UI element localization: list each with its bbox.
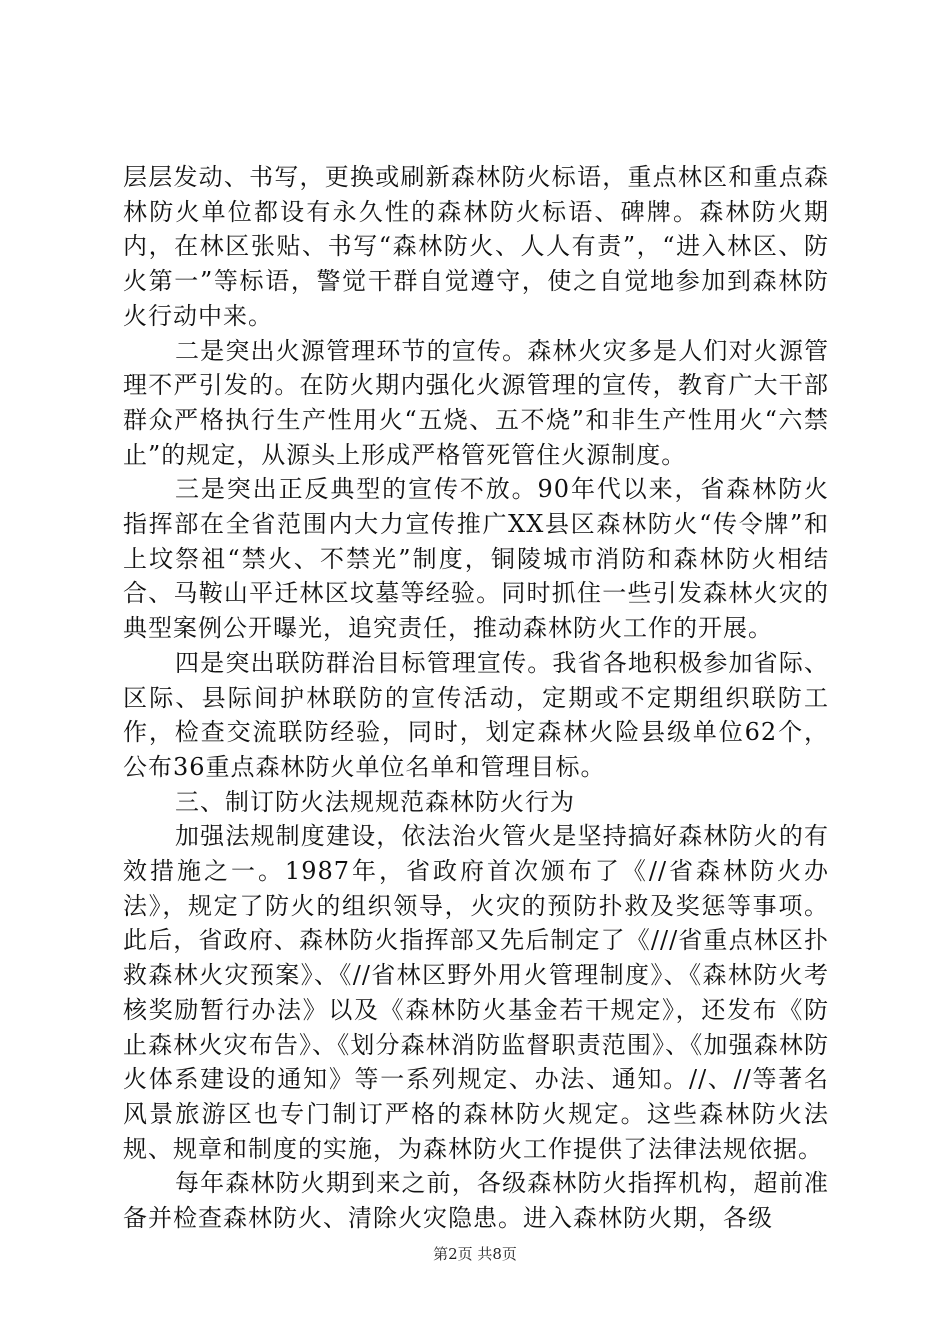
paragraph-3: 三是突出正反典型的宣传不放。90年代以来，省森林防火指挥部在全省范围内大力宣传推广XX县区森林防火“传令牌”和上坟祭祖“禁火、不禁光”制度，铜陵城市消防和森林防火相结合、马鞍山平迁林区坟墓等经验。同时抓住一些引发森林火灾的典型案例公开曝光，追究责任，推动森林防火工作的开展。 [123, 475, 829, 643]
paragraph-4: 四是突出联防群治目标管理宣传。我省各地积极参加省际、区际、县际间护林联防的宣传活动，定期或不定期组织联防工作，检查交流联防经验，同时，划定森林火险县级单位62个，公布36重点森林防火单位名单和管理目标。 [123, 648, 829, 781]
paragraph-2: 二是突出火源管理环节的宣传。森林火灾多是人们对火源管理不严引发的。在防火期内强化火源管理的宣传，教育广大干部群众严格执行生产性用火“五烧、五不烧”和非生产性用火“六禁止”的规定，从源头上形成严格管死管住火源制度。 [123, 336, 829, 469]
paragraph-5: 加强法规制度建设，依法治火管火是坚持搞好森林防火的有效措施之一。1987年，省政府首次颁布了《//省森林防火办法》，规定了防火的组织领导，火灾的预防扑救及奖惩等事项。此后，省政府、森林防火指挥部又先后制定了《///省重点林区扑救森林火灾预案》、《//省林区野外用火管理制度》、《森林防火考核奖励暂行办法》以及《森林防火基金若干规定》，还发布《防止森林火灾布告》、《划分森林消防监督职责范围》、《加强森林防火体系建设的通知》等一系列规定、办法、通知。//、//等著名风景旅游区也专门制订严格的森林防火规定。这些森林防火法规、规章和制度的实施，为森林防火工作提供了法律法规依据。 [123, 822, 829, 1163]
paragraph-6: 每年森林防火期到来之前，各级森林防火指挥机构，超前准备并检查森林防火、清除火灾隐患。进入森林防火期，各级 [123, 1169, 829, 1233]
paragraph-1: 层层发动、书写，更换或刷新森林防火标语，重点林区和重点森林防火单位都设有永久性的森林防火标语、碑牌。森林防火期内，在林区张贴、书写“森林防火、人人有责”，“进入林区、防火第一”等标语，警觉干群自觉遵守，使之自觉地参加到森林防火行动中来。 [123, 163, 829, 330]
document-body [123, 160, 829, 1236]
page-footer: 第2页 共8页 [433, 1245, 517, 1263]
section-heading: 三、制订防火法规规范森林防火行为 [175, 787, 575, 816]
